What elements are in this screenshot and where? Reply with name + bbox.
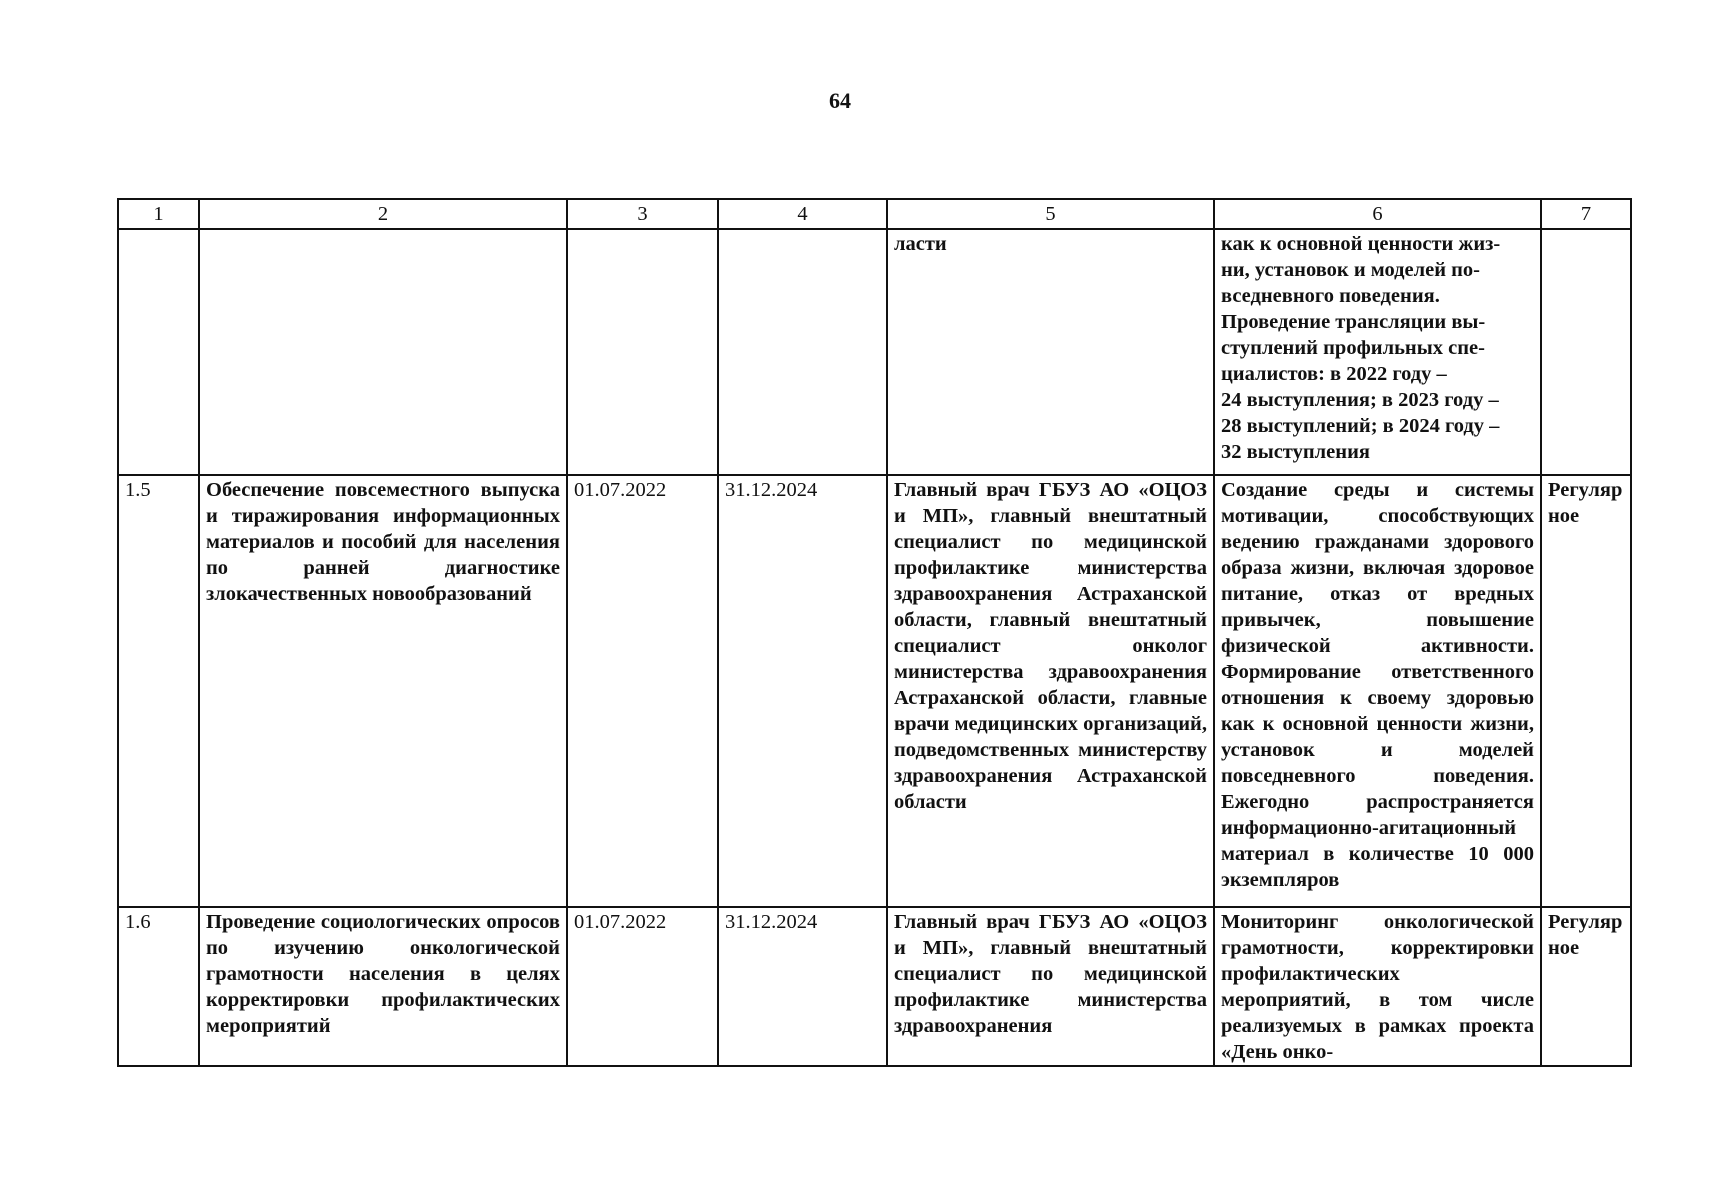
result-line: ни, установок и моделей по-	[1221, 259, 1481, 281]
row-end-date: 31.12.2024	[718, 907, 887, 1066]
row-start-date: 01.07.2022	[567, 475, 718, 907]
header-col-4: 4	[718, 199, 887, 229]
result-line: как к основной ценности жиз-	[1221, 233, 1501, 255]
result-line: 32 выступления	[1221, 441, 1370, 463]
header-col-1: 1	[118, 199, 199, 229]
header-col-6: 6	[1214, 199, 1541, 229]
row-responsible: Главный врач ГБУЗ АО «ОЦОЗ и МП», главный внештатный специалист по медицинской профилактике министерства здравоохранения Астраханской области, главный внештатный специалист онколог министерства здравоохранения Астраханской области, главные врачи медицинских организаций, подведомственных министерству здравоохранения Астраханской области	[887, 475, 1214, 907]
header-col-2: 2	[199, 199, 567, 229]
row-end-date: 31.12.2024	[718, 475, 887, 907]
row-result: Создание среды и системы мотивации, способствующих ведению гражданами здорового образа жизни, включая здоровое питание, отказ от вредных привычек, повышение физической активности. Формирование ответственного отношения к своему здоровью как к основной ценности жизни, установок и моделей повседневного поведения. Ежегодно распространяется информационно-агитационный материал в количестве 10 000 экземпляров	[1214, 475, 1541, 907]
row-event: Обеспечение повсеместного выпуска и тиражирования информационных материалов и пособий для населения по ранней диагностике злокачественных новообразований	[199, 475, 567, 907]
result-line: циалистов: в 2022 году –	[1221, 363, 1447, 385]
cont-cell-result	[1214, 229, 1541, 475]
result-line: 28 выступлений; в 2024 году –	[1221, 415, 1500, 437]
result-line: вседневного поведения.	[1221, 285, 1440, 307]
row-event: Проведение социологических опросов по изучению онкологической грамотности населения в целях корректировки профилактических мероприятий	[199, 907, 567, 1066]
row-periodicity: Регулярное	[1541, 475, 1631, 907]
row-responsible: Главный врач ГБУЗ АО «ОЦОЗ и МП», главный внештатный специалист по медицинской профилактике министерства здравоохранения	[887, 907, 1214, 1066]
header-col-7: 7	[1541, 199, 1631, 229]
cont-cell-end	[718, 229, 887, 475]
header-row	[118, 199, 1631, 229]
row-start-date: 01.07.2022	[567, 907, 718, 1066]
cont-cell-event	[199, 229, 567, 475]
cont-cell-responsible: ласти	[887, 229, 1214, 475]
cont-cell-number	[118, 229, 199, 475]
continuation-row	[118, 229, 1631, 475]
row-periodicity: Регулярное	[1541, 907, 1631, 1066]
header-col-3: 3	[567, 199, 718, 229]
cont-cell-periodicity	[1541, 229, 1631, 475]
row-result: Мониторинг онкологической грамотности, корректировки профилактических мероприятий, в том числе реализуемых в рамках проекта «День онко-	[1214, 907, 1541, 1066]
page-number: 64	[829, 88, 851, 113]
header-col-5: 5	[887, 199, 1214, 229]
table-row-1-6	[118, 907, 1631, 1066]
result-line: Проведение трансляции вы-	[1221, 311, 1486, 333]
cont-cell-start	[567, 229, 718, 475]
result-line: ступлений профильных спе-	[1221, 337, 1485, 359]
table-row-1-5	[118, 475, 1631, 907]
row-number: 1.6	[118, 907, 199, 1066]
measures-table	[117, 198, 1632, 1067]
result-line: 24 выступления; в 2023 году –	[1221, 389, 1499, 411]
row-number: 1.5	[118, 475, 199, 907]
